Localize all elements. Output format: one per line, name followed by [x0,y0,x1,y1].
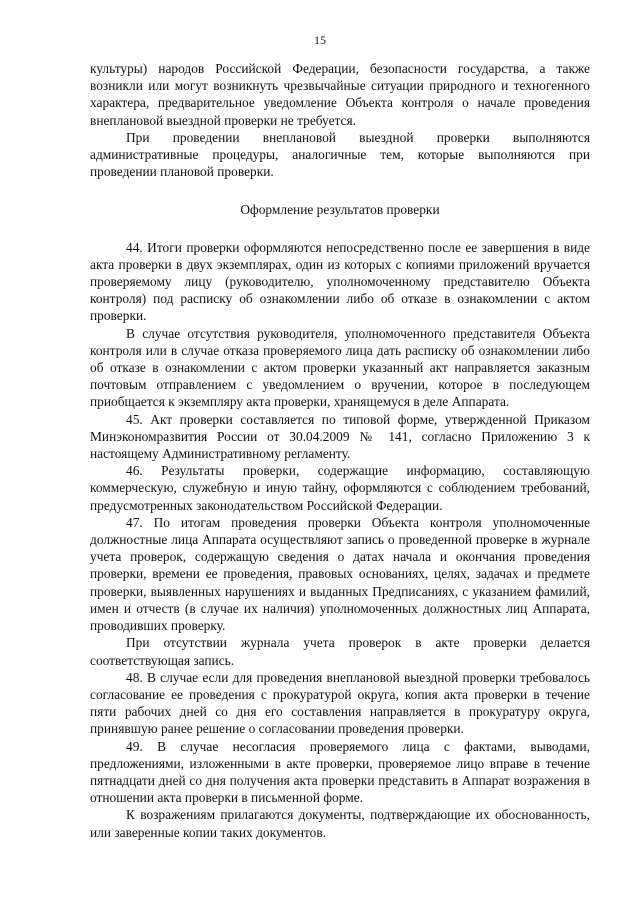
paragraph-47: 47. По итогам проведения проверки Объекта контроля уполномоченные должностные лица Аппарата осуществляют запись о проведенной проверке в журнале учета проверок, содержащую сведения о датах начала и окончания проведения проверки, времени ее проведения, правовых основаниях, целях, задачах и предмете проверки, выявленных нарушениях и выданных Предписаниях, с указанием фамилий, имен и отчеств (в случае их наличия) уполномоченных должностных лиц Аппарата, проводивших проверку. [90,514,590,634]
paragraph-unplanned-inspection: При проведении внеплановой выездной проверки выполняются административные процедуры, аналогичные тем, которые выполняются при проведении плановой проверки. [90,129,590,180]
paragraph-46: 46. Результаты проверки, содержащие информацию, составляющую коммерческую, служебную и иную тайну, оформляются с соблюдением требований, предусмотренных законодательством Российской Федерации. [90,463,590,513]
paragraph-49-objections: К возражениям прилагаются документы, подтверждающие их обоснованность, или заверенные копии таких документов. [90,807,590,840]
section-heading: Оформление результатов проверки [240,202,440,218]
paragraph-45: 45. Акт проверки составляется по типовой форме, утвержденной Приказом Минэкономразвития России от 30.04.2009 № 141, согласно Приложению 3 к настоящему Административному регламенту. [90,411,590,462]
paragraph-49: 49. В случае несогласия проверяемого лица с фактами, выводами, предложениями, изложенными в акте проверки, проверяемое лицо вправе в течение пятнадцати дней со дня получения акта проверки представить в Аппарат возражения в отношении акта проверки в письменной форме. [90,738,590,806]
paragraph-44: 44. Итоги проверки оформляются непосредственно после ее завершения в виде акта проверки в двух экземплярах, один из которых с копиями приложений вручается проверяемому лицу (руководителю, уполномоченному представителю Объекта контроля) под расписку об ознакомлении либо об отказе в ознакомлении с актом проверки. [90,239,590,324]
paragraph-continuation: культуры) народов Российской Федерации, безопасности государства, а также возникли или могут возникнуть чрезвычайные ситуации природного и техногенного характера, предварительное уведомление Объекта контроля о начале проведения внеплановой выездной проверки не требуется. [90,61,590,128]
paragraph-47-journal: При отсутствии журнала учета проверок в акте проверки делается соответствующая запись. [90,635,590,668]
paragraph-48: 48. В случае если для проведения внеплановой выездной проверки требовалось согласование ее проведения с прокуратурой округа, копия акта проверки в течение пяти рабочих дней со дня его составления направляется в прокуратуру округа, принявшую ранее решение о согласовании проведения проверки. [90,669,590,737]
page-number: 15 [314,33,326,47]
paragraph-44-absence: В случае отсутствия руководителя, уполномоченного представителя Объекта контроля или в случае отказа проверяемого лица дать расписку об ознакомлении либо об отказе в ознакомлении с актом проверки указанный акт направляется заказным почтовым отправлением с уведомлением о вручении, которое в последующем приобщается к экземпляру акта проверки, хранящемуся в деле Аппарата. [90,325,590,410]
document-body [90,60,590,841]
